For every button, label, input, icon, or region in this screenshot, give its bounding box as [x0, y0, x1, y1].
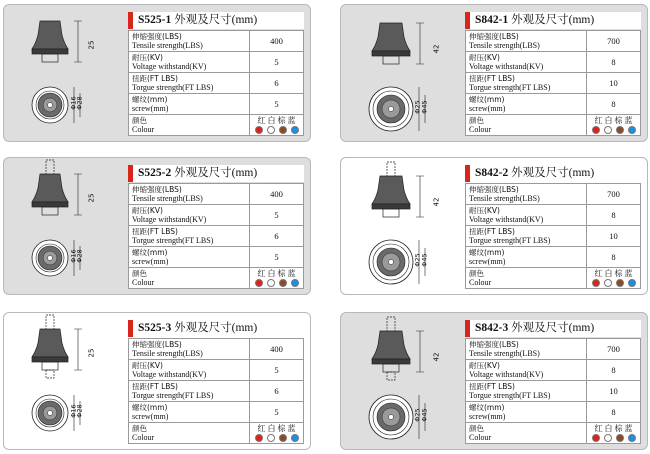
colour-label-zh: 颜色 — [132, 424, 147, 433]
spec-label — [129, 94, 250, 115]
spec-label-en: Voltage withstand(KV) — [132, 370, 207, 379]
spec-label-en: screw(mm) — [469, 257, 506, 266]
colour-name: 蓝 — [287, 269, 296, 278]
title-suffix: 外观及尺寸(mm) — [511, 167, 595, 179]
colour-label-zh: 颜色 — [132, 269, 147, 278]
spec-label — [129, 247, 250, 268]
spec-label-en: Tensile strength(LBS) — [132, 41, 203, 50]
spec-label-en: Voltage withstand(KV) — [132, 215, 207, 224]
spec-label-zh: 伸缩强度(LBS) — [132, 32, 182, 41]
spec-value: 400 — [250, 339, 304, 360]
colour-name: 白 — [267, 269, 276, 278]
spec-row — [466, 226, 641, 247]
spec-row — [129, 360, 304, 381]
colour-name: 蓝 — [624, 269, 633, 278]
colour-label-en: Colour — [132, 433, 155, 442]
spec-label-en: Voltage withstand(KV) — [469, 370, 544, 379]
spec-value: 6 — [250, 73, 304, 94]
colour-swatch — [267, 434, 275, 442]
colour-row — [129, 423, 304, 444]
spec-label — [466, 402, 587, 423]
spec-value: 8 — [587, 205, 641, 226]
colour-swatch — [267, 279, 275, 287]
colour-swatch — [628, 434, 636, 442]
inner-diameter-label: Φ25 — [413, 408, 422, 422]
insulator-drawing — [4, 5, 122, 142]
product-card-s842-2 — [340, 157, 648, 295]
outer-diameter-label: Φ45 — [420, 100, 429, 114]
spec-label — [466, 205, 587, 226]
height-dimension-label: 25 — [87, 348, 96, 358]
spec-panel — [459, 5, 648, 142]
product-title — [465, 165, 641, 182]
outer-diameter-label: Φ45 — [420, 253, 429, 267]
spec-value: 6 — [250, 226, 304, 247]
spec-label-en: Tensile strength(LBS) — [469, 349, 540, 358]
outer-diameter-label: Φ28 — [75, 249, 84, 263]
spec-label — [129, 226, 250, 247]
spec-label — [129, 205, 250, 226]
spec-value: 10 — [587, 73, 641, 94]
spec-label — [466, 226, 587, 247]
spec-label — [466, 73, 587, 94]
spec-label-zh: 螺纹(mm) — [469, 95, 505, 104]
colour-name: 蓝 — [287, 116, 296, 125]
spec-label-en: Voltage withstand(KV) — [469, 215, 544, 224]
spec-row — [129, 339, 304, 360]
colour-swatch — [267, 126, 275, 134]
spec-value: 8 — [587, 402, 641, 423]
spec-value: 5 — [250, 205, 304, 226]
spec-value: 700 — [587, 31, 641, 52]
spec-label — [466, 247, 587, 268]
title-suffix: 外观及尺寸(mm) — [174, 322, 258, 334]
title-suffix: 外观及尺寸(mm) — [511, 322, 595, 334]
spec-value: 700 — [587, 339, 641, 360]
spec-label-en: Torgue strength(FT LBS) — [132, 236, 214, 245]
colour-name: 红 — [257, 116, 266, 125]
spec-value: 8 — [587, 52, 641, 73]
model-code: S525-3 — [138, 322, 172, 334]
spec-label-zh: 耐压(KV) — [469, 53, 500, 62]
spec-label-en: Voltage withstand(KV) — [469, 62, 544, 71]
spec-row — [466, 184, 641, 205]
product-card-s525-1 — [3, 4, 311, 142]
colour-name: 棕 — [614, 269, 623, 278]
spec-value: 10 — [587, 381, 641, 402]
insulator-drawing — [341, 158, 459, 295]
spec-value: 400 — [250, 184, 304, 205]
colour-options — [250, 423, 304, 444]
spec-table — [128, 338, 304, 444]
spec-label-en: screw(mm) — [132, 257, 169, 266]
colour-row — [466, 423, 641, 444]
spec-value: 400 — [250, 31, 304, 52]
model-code: S525-2 — [138, 167, 172, 179]
outer-diameter-label: Φ28 — [75, 404, 84, 418]
spec-label-zh: 扭距(FT LBS) — [469, 227, 515, 236]
colour-label — [466, 423, 587, 444]
spec-label-zh: 耐压(KV) — [132, 53, 163, 62]
spec-label-zh: 螺纹(mm) — [132, 248, 168, 257]
spec-row — [129, 73, 304, 94]
insulator-drawing — [4, 313, 122, 450]
colour-swatch — [628, 126, 636, 134]
spec-row — [466, 52, 641, 73]
height-dimension-label: 42 — [432, 197, 441, 207]
colour-label-zh: 颜色 — [469, 269, 484, 278]
spec-label — [466, 339, 587, 360]
spec-label-en: Torgue strength(FT LBS) — [132, 83, 214, 92]
colour-swatch — [255, 126, 263, 134]
spec-value: 8 — [587, 360, 641, 381]
spec-label-en: Tensile strength(LBS) — [132, 194, 203, 203]
spec-label — [129, 52, 250, 73]
colour-name: 白 — [267, 116, 276, 125]
spec-value: 5 — [250, 94, 304, 115]
colour-swatch — [279, 279, 287, 287]
colour-swatch — [291, 279, 299, 287]
product-title — [465, 320, 641, 337]
colour-label-zh: 颜色 — [469, 116, 484, 125]
spec-label-zh: 伸缩强度(LBS) — [132, 340, 182, 349]
colour-name: 红 — [257, 269, 266, 278]
spec-panel — [122, 158, 311, 295]
spec-label-zh: 伸缩强度(LBS) — [469, 340, 519, 349]
spec-label-zh: 扭距(FT LBS) — [132, 74, 178, 83]
product-title — [465, 12, 641, 29]
spec-value: 6 — [250, 381, 304, 402]
spec-label — [129, 184, 250, 205]
colour-options — [587, 268, 641, 289]
spec-label — [466, 381, 587, 402]
insulator-drawing — [341, 313, 459, 450]
spec-label-en: Torgue strength(FT LBS) — [469, 236, 551, 245]
height-dimension-label: 42 — [432, 44, 441, 54]
spec-row — [129, 226, 304, 247]
spec-label — [129, 339, 250, 360]
spec-label-zh: 螺纹(mm) — [469, 248, 505, 257]
product-title — [128, 12, 304, 29]
colour-name: 棕 — [277, 269, 286, 278]
height-dimension-label: 25 — [87, 40, 96, 50]
spec-row — [129, 402, 304, 423]
colour-label — [466, 115, 587, 136]
spec-panel — [122, 5, 311, 142]
height-dimension-label: 25 — [87, 193, 96, 203]
spec-row — [129, 247, 304, 268]
spec-label-zh: 耐压(KV) — [132, 361, 163, 370]
colour-label-en: Colour — [469, 433, 492, 442]
spec-row — [466, 360, 641, 381]
product-card-s525-3 — [3, 312, 311, 450]
spec-label — [129, 381, 250, 402]
colour-label-en: Colour — [469, 125, 492, 134]
colour-label-en: Colour — [132, 278, 155, 287]
spec-row — [129, 381, 304, 402]
spec-row — [129, 184, 304, 205]
colour-options — [587, 423, 641, 444]
spec-row — [466, 381, 641, 402]
model-code: S525-1 — [138, 14, 172, 26]
spec-label — [129, 402, 250, 423]
colour-name: 红 — [594, 116, 603, 125]
colour-swatch — [616, 434, 624, 442]
colour-row — [129, 115, 304, 136]
colour-row — [129, 268, 304, 289]
spec-panel — [122, 313, 311, 450]
colour-swatch — [279, 126, 287, 134]
spec-label-zh: 扭距(FT LBS) — [132, 227, 178, 236]
colour-swatch — [628, 279, 636, 287]
spec-label-en: screw(mm) — [469, 412, 506, 421]
product-card-s842-1 — [340, 4, 648, 142]
title-suffix: 外观及尺寸(mm) — [174, 14, 258, 26]
colour-swatch — [604, 126, 612, 134]
spec-label-zh: 螺纹(mm) — [132, 403, 168, 412]
title-suffix: 外观及尺寸(mm) — [511, 14, 595, 26]
colour-options — [587, 115, 641, 136]
spec-label — [466, 94, 587, 115]
spec-row — [466, 73, 641, 94]
colour-name: 棕 — [277, 424, 286, 433]
colour-name: 红 — [257, 424, 266, 433]
colour-swatch — [592, 126, 600, 134]
spec-value: 10 — [587, 226, 641, 247]
colour-name: 白 — [604, 424, 613, 433]
spec-value: 8 — [587, 94, 641, 115]
colour-label-en: Colour — [132, 125, 155, 134]
spec-label-en: Tensile strength(LBS) — [469, 41, 540, 50]
spec-label — [129, 31, 250, 52]
spec-row — [466, 31, 641, 52]
colour-name: 白 — [267, 424, 276, 433]
spec-row — [129, 94, 304, 115]
colour-swatch — [291, 126, 299, 134]
spec-panel — [459, 158, 648, 295]
spec-value: 5 — [250, 402, 304, 423]
colour-name: 白 — [604, 269, 613, 278]
height-dimension-label: 42 — [432, 352, 441, 362]
colour-name: 白 — [604, 116, 613, 125]
colour-row — [466, 268, 641, 289]
spec-label-zh: 耐压(KV) — [469, 361, 500, 370]
model-code: S842-2 — [475, 167, 509, 179]
model-code: S842-3 — [475, 322, 509, 334]
spec-label-zh: 耐压(KV) — [132, 206, 163, 215]
spec-label-en: screw(mm) — [132, 104, 169, 113]
colour-name: 蓝 — [624, 424, 633, 433]
spec-label — [466, 360, 587, 381]
colour-swatch — [604, 279, 612, 287]
spec-table — [465, 183, 641, 289]
inner-diameter-label: Φ16 — [69, 96, 78, 110]
insulator-drawing — [4, 158, 122, 295]
colour-name: 蓝 — [287, 424, 296, 433]
colour-name: 棕 — [614, 116, 623, 125]
title-suffix: 外观及尺寸(mm) — [174, 167, 258, 179]
product-card-s842-3 — [340, 312, 648, 450]
spec-row — [466, 402, 641, 423]
insulator-drawing — [341, 5, 459, 142]
colour-label-en: Colour — [469, 278, 492, 287]
spec-label — [129, 360, 250, 381]
colour-label-zh: 颜色 — [132, 116, 147, 125]
spec-label-en: Tensile strength(LBS) — [132, 349, 203, 358]
spec-table — [465, 30, 641, 136]
spec-row — [129, 31, 304, 52]
spec-value: 8 — [587, 247, 641, 268]
colour-name: 棕 — [277, 116, 286, 125]
spec-row — [466, 339, 641, 360]
spec-value: 5 — [250, 247, 304, 268]
spec-label-en: Torgue strength(FT LBS) — [469, 391, 551, 400]
spec-table — [128, 183, 304, 289]
spec-label-en: screw(mm) — [469, 104, 506, 113]
product-title — [128, 165, 304, 182]
colour-swatch — [616, 126, 624, 134]
spec-label-zh: 耐压(KV) — [469, 206, 500, 215]
colour-swatch — [592, 279, 600, 287]
product-title — [128, 320, 304, 337]
colour-label-zh: 颜色 — [469, 424, 484, 433]
colour-options — [250, 115, 304, 136]
inner-diameter-label: Φ25 — [413, 100, 422, 114]
colour-name: 红 — [594, 424, 603, 433]
spec-label-zh: 扭距(FT LBS) — [132, 382, 178, 391]
spec-label — [466, 184, 587, 205]
spec-label-zh: 伸缩强度(LBS) — [469, 32, 519, 41]
spec-label-en: Torgue strength(FT LBS) — [469, 83, 551, 92]
spec-panel — [459, 313, 648, 450]
spec-label-zh: 螺纹(mm) — [132, 95, 168, 104]
colour-swatch — [255, 434, 263, 442]
colour-swatch — [592, 434, 600, 442]
colour-swatch — [291, 434, 299, 442]
colour-swatch — [616, 279, 624, 287]
model-code: S842-1 — [475, 14, 509, 26]
outer-diameter-label: Φ28 — [75, 96, 84, 110]
inner-diameter-label: Φ16 — [69, 404, 78, 418]
spec-row — [466, 205, 641, 226]
colour-label — [129, 423, 250, 444]
spec-value: 700 — [587, 184, 641, 205]
outer-diameter-label: Φ45 — [420, 408, 429, 422]
spec-label — [466, 52, 587, 73]
inner-diameter-label: Φ25 — [413, 253, 422, 267]
colour-swatch — [279, 434, 287, 442]
colour-name: 红 — [594, 269, 603, 278]
spec-table — [465, 338, 641, 444]
spec-value: 5 — [250, 360, 304, 381]
colour-swatch — [604, 434, 612, 442]
spec-label — [466, 31, 587, 52]
spec-label-en: Torgue strength(FT LBS) — [132, 391, 214, 400]
spec-label — [129, 73, 250, 94]
spec-label-zh: 螺纹(mm) — [469, 403, 505, 412]
spec-label-zh: 伸缩强度(LBS) — [132, 185, 182, 194]
spec-label-en: Voltage withstand(KV) — [132, 62, 207, 71]
spec-row — [466, 94, 641, 115]
spec-row — [129, 52, 304, 73]
spec-row — [466, 247, 641, 268]
spec-label-zh: 扭距(FT LBS) — [469, 382, 515, 391]
spec-label-en: screw(mm) — [132, 412, 169, 421]
spec-table — [128, 30, 304, 136]
spec-label-zh: 伸缩强度(LBS) — [469, 185, 519, 194]
colour-row — [466, 115, 641, 136]
inner-diameter-label: Φ16 — [69, 249, 78, 263]
colour-label — [129, 268, 250, 289]
spec-row — [129, 205, 304, 226]
colour-label — [466, 268, 587, 289]
colour-swatch — [255, 279, 263, 287]
spec-label-en: Tensile strength(LBS) — [469, 194, 540, 203]
spec-value: 5 — [250, 52, 304, 73]
product-card-s525-2 — [3, 157, 311, 295]
colour-name: 蓝 — [624, 116, 633, 125]
colour-name: 棕 — [614, 424, 623, 433]
colour-options — [250, 268, 304, 289]
colour-label — [129, 115, 250, 136]
spec-label-zh: 扭距(FT LBS) — [469, 74, 515, 83]
